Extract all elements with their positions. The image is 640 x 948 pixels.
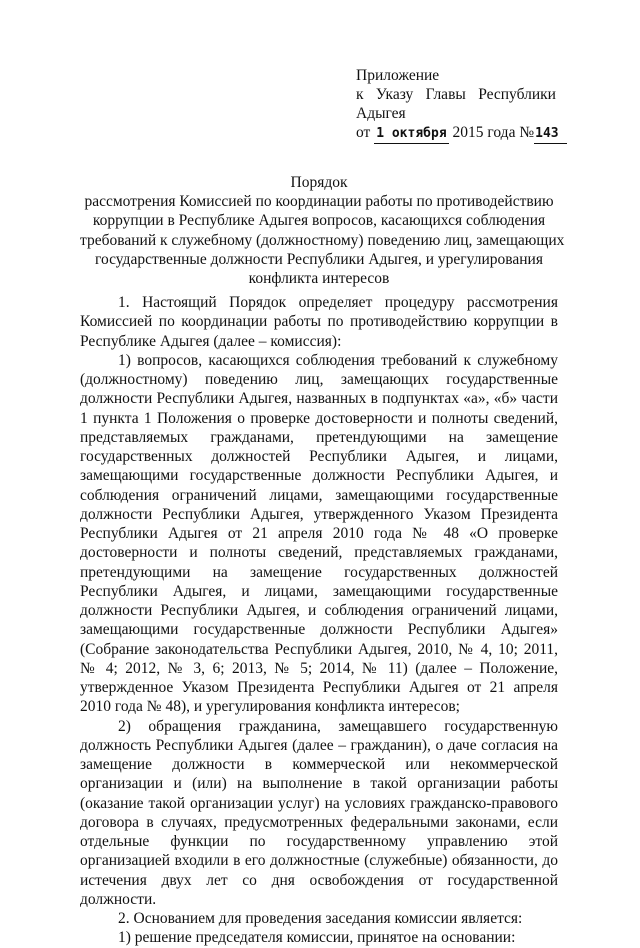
paragraph-1: 1. Настоящий Порядок определяет процедуру рассмотрения Комиссией по координации работы по противодействию коррупции в Республике Адыгея (далее – комиссия): xyxy=(80,294,558,350)
appendix-date-line xyxy=(356,123,559,144)
appendix-decree-reference xyxy=(356,85,556,104)
title-line: конфликта интересов xyxy=(248,270,390,288)
appendix-word: Указу xyxy=(375,86,414,103)
title-line: требований к служебному (должностному) поведению лиц, замещающих xyxy=(80,231,565,249)
title-line: государственные должности Республики Адыгея, и урегулирования xyxy=(95,250,543,268)
appendix-region: Адыгея xyxy=(356,105,406,122)
title-heading: Порядок xyxy=(290,174,348,191)
number-stamp: 143 xyxy=(534,124,566,144)
date-stamp: 1 октября xyxy=(374,124,448,144)
date-prefix: от xyxy=(356,124,371,141)
paragraph-2-1: 1) решение председателя комиссии, принятое на основании: xyxy=(118,929,516,947)
appendix-word: к xyxy=(356,86,364,103)
appendix-header xyxy=(356,66,559,144)
document-body xyxy=(80,293,558,948)
paragraph-1-2: 2) обращения гражданина, замещавшего государственную должность Республики Адыгея (далее – гражданин), о даче согласия на замещение должности в коммерческой или некоммерческой организации и (или) на выполнение в такой организации работы (оказание такой организации услуг) на условиях гражданско-правового договора в случаях, предусмотренных федеральными законами, если отдельные функции по государственному управлению этой организацией входили в его должностные (служебные) обязанности, до истечения двух лет со дня освобождения от государственной должности. xyxy=(80,717,558,908)
appendix-label: Приложение xyxy=(356,67,440,84)
title-line: рассмотрения Комиссией по координации работы по противодействию xyxy=(84,193,554,211)
document-title xyxy=(80,173,565,288)
paragraph-1-1: 1) вопросов, касающихся соблюдения требований к служебному (должностному) поведению лиц, замещающих государственные должности Республики Адыгея, названных в подпунктах «а», «б» части 1 пункта 1 Положения о проверке достоверности и полноты сведений, представляемых гражданами, претендующими на замещение государственных должностей Республики Адыгея, и лицами, замещающими государственные должности Республики Адыгея, и соблюдения ограничений лицами, замещающими государственные должности Республики Адыгея, утвержденного Указом Президента Республики Адыгея от 21 апреля 2010 года № 48 «О проверке достоверности и полноты сведений, представляемых гражданами, претендующими на замещение государственных должностей Республики Адыгея, и лицами, замещающими государственные должности Республики Адыгея, и соблюдения ограничений лицами, замещающими государственные должности Республики Адыгея» (Собрание законодательства Республики Адыгея, 2010, № 4, 10; 2011, № 4; 2012, № 3, 6; 2013, № 5; 2014, № 11) (далее – Положение, утвержденное Указом Президента Республики Адыгея от 21 апреля 2010 года № 48), и урегулирования конфликта интересов; xyxy=(80,351,558,716)
date-suffix: 2015 года № xyxy=(452,124,535,141)
appendix-word: Республики xyxy=(478,86,556,103)
title-line: коррупции в Республике Адыгея вопросов, касающихся соблюдения xyxy=(92,212,546,230)
appendix-word: Главы xyxy=(425,86,466,103)
paragraph-2: 2. Основанием для проведения заседания комиссии является: xyxy=(118,910,523,927)
